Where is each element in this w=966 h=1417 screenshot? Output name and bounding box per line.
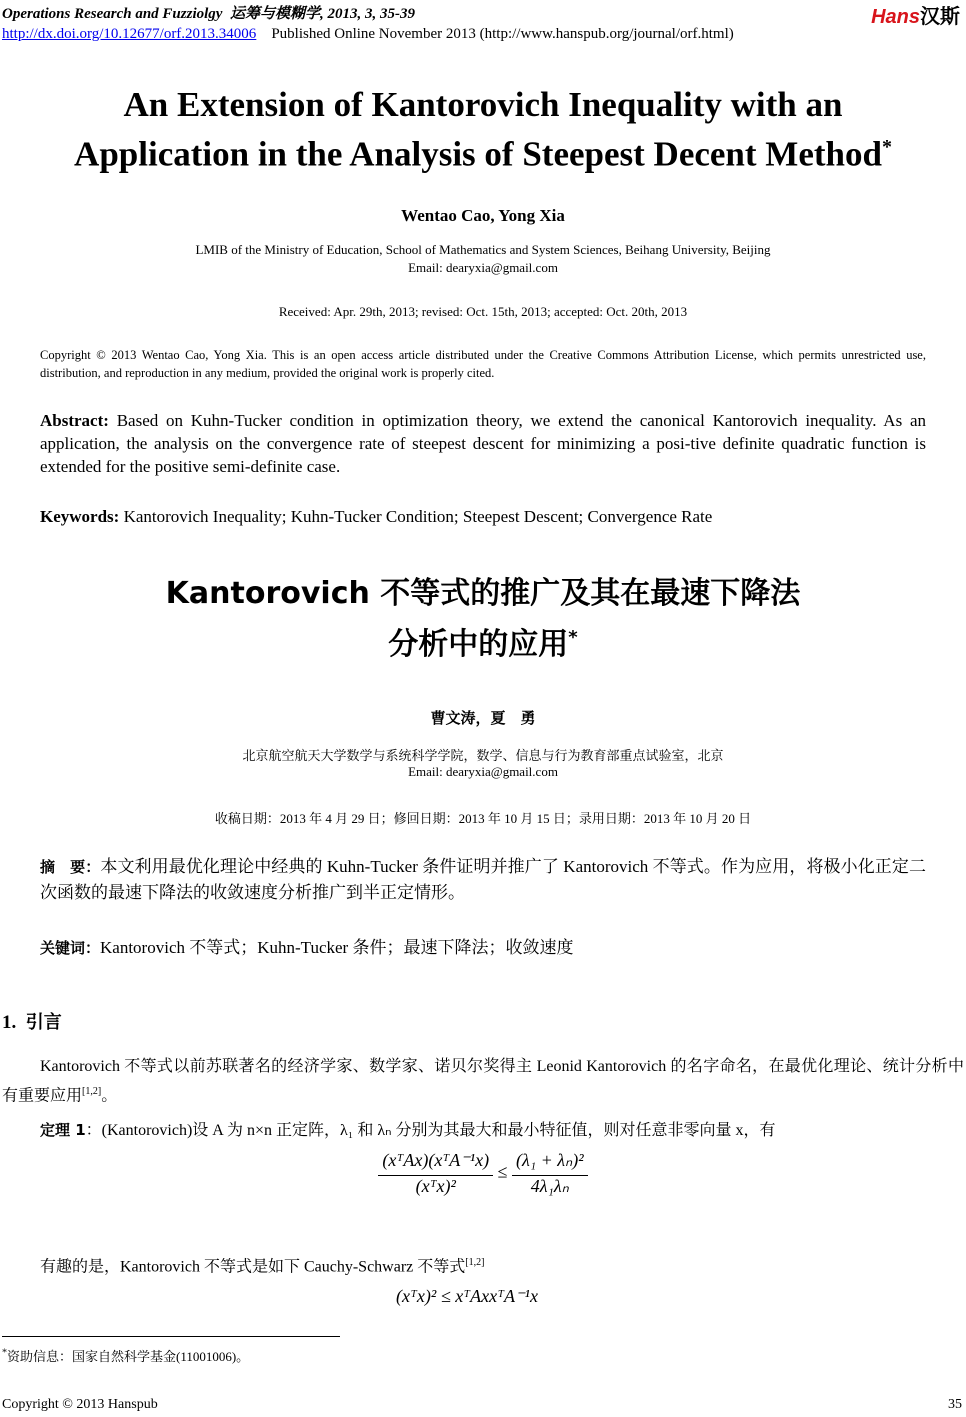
english-title: An Extension of Kantorovich Inequality with an Application in the Analysis of Steepest Decent Method* (74, 85, 892, 174)
chinese-abstract: 摘 要：本文利用最优化理论中经典的 Kuhn-Tucker 条件证明并推广了 Kantorovich 不等式。作为应用，将极小化正定二次函数的最速下降法的收敛速度分析推广到半正定情形。 (40, 857, 926, 902)
chinese-authors: 曹文涛，夏 勇 (430, 709, 536, 727)
journal-name: Operations Research and Fuzziolgy (2, 6, 223, 22)
published-info: Published Online November 2013 (http://www.hanspub.org/journal/orf.html) (271, 26, 734, 42)
authors: Wentao Cao, Yong Xia (401, 206, 565, 225)
copyright-notice: Copyright © 2013 Wentao Cao, Yong Xia. This is an open access article distributed under the Creative Commons Attribution License, which permits unrestricted use, distribution, and reproduction in any medium, provided the original work is properly cited. (40, 348, 926, 380)
kantorovich-formula: $\frac{\text{(xᵀAx)(xᵀA⁻¹x)}}{\text{(xᵀx)²}}$ ≤ $\frac{\text{(λ₁ + λₙ)²}}{\text{4λ₁λₙ}}$ (0, 1150, 966, 1197)
journal-citation: 运筹与模糊学, 2013, 3, 35-39 (229, 6, 415, 22)
hans-logo: Hans汉斯 (871, 6, 960, 28)
abstract: Abstract: Based on Kuhn-Tucker condition in optimization theory, we extend the canonical Kantorovich inequality. As an application, the analysis on the convergence rate of steepest descent for minimizing a posi-tive definite quadratic function is extended for the positive semi-definite case. (40, 411, 926, 476)
received-dates: Received: Apr. 29th, 2013; revised: Oct. 15th, 2013; accepted: Oct. 20th, 2013 (278, 304, 688, 319)
doi-link[interactable]: http://dx.doi.org/10.12677/orf.2013.34006 (2, 26, 257, 42)
chinese-title: Kantorovich 不等式的推广及其在最速下降法 分析中的应用* (165, 576, 801, 662)
email: Email: dearyxia@gmail.com (408, 260, 558, 275)
paragraph-2: 有趣的是，Kantorovich 不等式是如下 Cauchy-Schwarz 不等式[1,2] (40, 1257, 485, 1276)
chinese-keywords: 关键词：Kantorovich 不等式；Kuhn-Tucker 条件；最速下降法；收敛速度 (40, 938, 574, 957)
footer-copyright: Copyright © 2013 Hanspub (2, 1397, 158, 1412)
chinese-affiliation: 北京航空航天大学数学与系统科学学院，数学、信息与行为教育部重点试验室，北京 (242, 748, 724, 763)
page-number: 35 (948, 1397, 962, 1412)
intro-paragraph: Kantorovich 不等式以前苏联著名的经济学家、数学家、诺贝尔奖得主 Leonid Kantorovich 的名字命名，在最优化理论、统计分析中有重要应用[1,2]。 (2, 1058, 964, 1105)
journal-header (2, 2, 415, 23)
doi-line (2, 26, 734, 43)
affiliation: LMIB of the Ministry of Education, School of Mathematics and System Sciences, Beihang University, Beijing (195, 242, 771, 257)
chinese-dates: 收稿日期：2013 年 4 月 29 日；修回日期：2013 年 10 月 15 日；录用日期：2013 年 10 月 20 日 (214, 811, 752, 826)
footnote: *资助信息：国家自然科学基金(11001006)。 (2, 1347, 250, 1364)
cauchy-schwarz-formula: (xᵀx)² ≤ xᵀAxxᵀA⁻¹x (396, 1286, 538, 1306)
chinese-email: Email: dearyxia@gmail.com (408, 764, 558, 779)
footnote-divider (2, 1336, 340, 1337)
theorem-1: 定理 1：(Kantorovich)设 A 为 n×n 正定阵，λ₁ 和 λₙ 分别为其最大和最小特征值，则对任意非零向量 x，有 (40, 1121, 776, 1139)
section-heading: 1. 引言 (2, 1012, 62, 1033)
keywords: Keywords: Kantorovich Inequality; Kuhn-Tucker Condition; Steepest Descent; Convergence Rate (40, 507, 713, 526)
